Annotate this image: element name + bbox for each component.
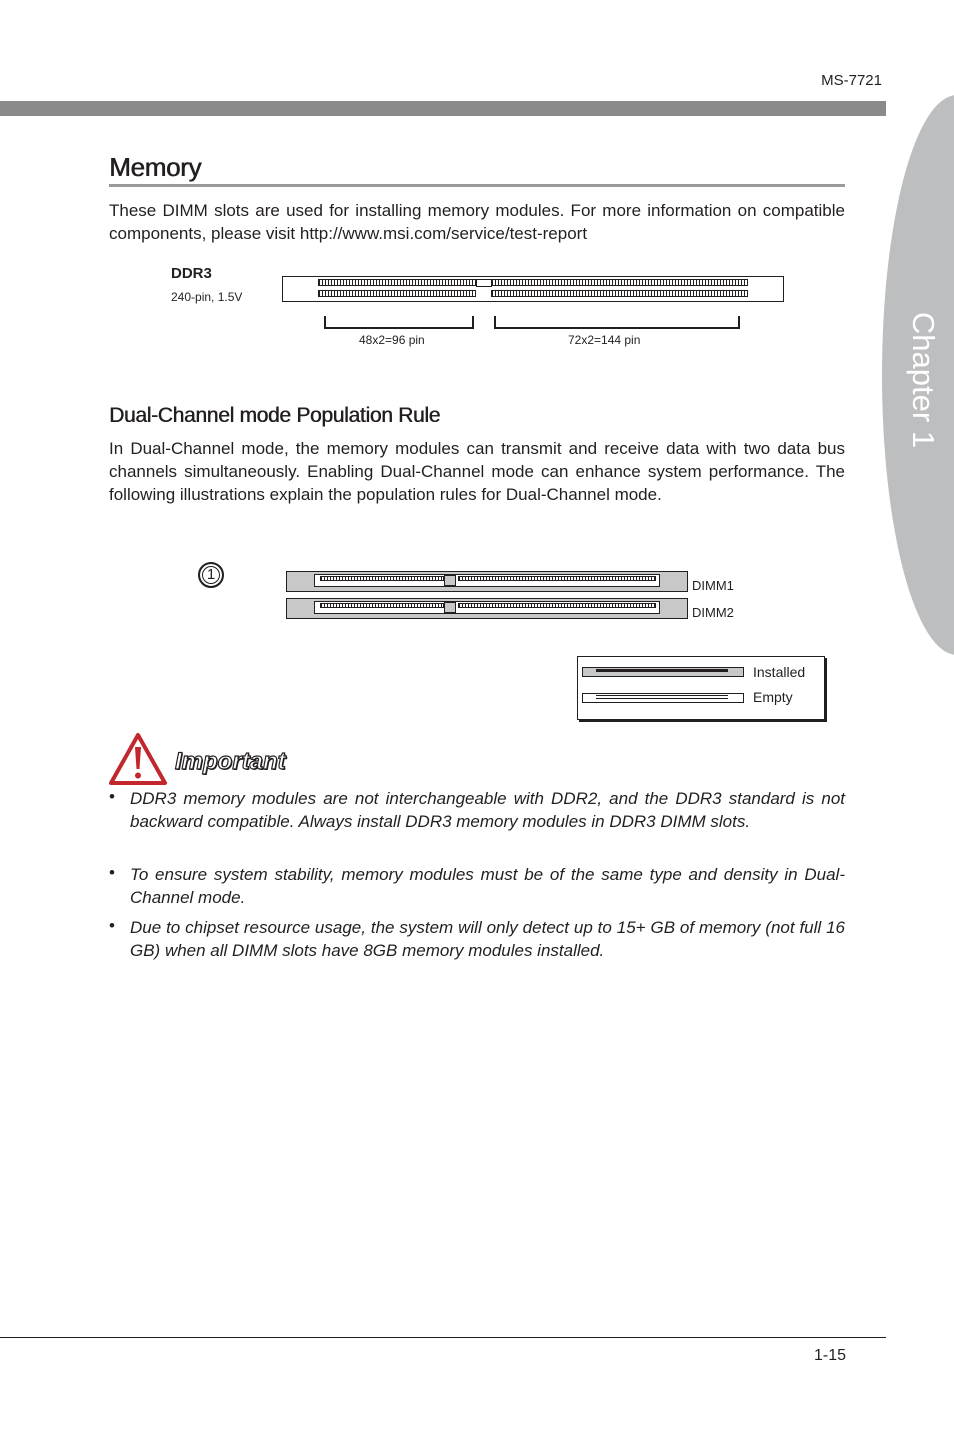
important-heading: Important [175,748,286,775]
dimm2-pins-right [458,603,656,608]
dual-channel-paragraph: In Dual-Channel mode, the memory modules can transmit and receive data with two data bus channels simultaneously. Enabling Dual-Channel mode can enhance system performance. The following illustrations explain the population rules for Dual-Channel mode. [109,439,845,504]
dimm1-pins-left [320,576,444,581]
ddr3-spec: 240-pin, 1.5V [171,290,243,304]
legend-installed-module [596,669,728,672]
dimm1-pins-right [458,576,656,581]
legend-empty-label: Empty [753,689,793,705]
left-pin-bracket [324,316,474,329]
dual-channel-heading: Dual-Channel mode Population Rule [109,404,440,427]
pin-row-left-bottom [318,290,476,297]
pin-row-right-top [491,279,748,286]
important-bullet-3: Due to chipset resource usage, the system will only detect up to 15+ GB of memory (not full 16 GB) when all DIMM slots have 8GB memory modules installed. [130,918,845,960]
legend-installed-label: Installed [753,664,806,680]
title-underline [109,184,845,187]
chapter-tab-label: Chapter 1 [906,311,941,449]
important-bullet-1: DDR3 memory modules are not interchangeable with DDR2, and the DDR3 standard is not backward compatible. Always install DDR3 memory modules in DDR3 DIMM slots. [130,789,845,831]
footer-rule [0,1337,886,1338]
ddr3-label: DDR3 [171,265,212,282]
dimm2-notch [444,602,456,613]
legend-empty-slot [596,695,728,699]
dimm1-label: DIMM1 [692,578,734,593]
page-number: 1-15 [813,1347,846,1364]
right-pin-count: 72x2=144 pin [568,333,641,347]
dimm2-label: DIMM2 [692,605,734,620]
header-bar [0,101,886,116]
intro-paragraph: These DIMM slots are used for installing memory modules. For more information on compatible components, please visit http://www.msi.com/service/test-report [109,201,845,243]
bullet-marker-2: • [109,863,115,882]
dimm2-pins-left [320,603,444,608]
dimm1-notch [444,575,456,586]
pin-row-left-top [318,279,476,286]
config-number-badge: 1 [198,562,224,588]
warning-icon [108,732,168,786]
important-bullet-2: To ensure system stability, memory modules must be of the same type and density in Dual-Channel mode. [130,865,845,907]
left-pin-count: 48x2=96 pin [359,333,425,347]
section-title: Memory [109,152,202,182]
right-pin-bracket [494,316,740,329]
bullet-marker-1: • [109,787,115,806]
bullet-marker-3: • [109,916,115,935]
slot-key-notch [476,279,492,287]
model-number: MS-7721 [821,72,882,89]
pin-row-right-bottom [491,290,748,297]
